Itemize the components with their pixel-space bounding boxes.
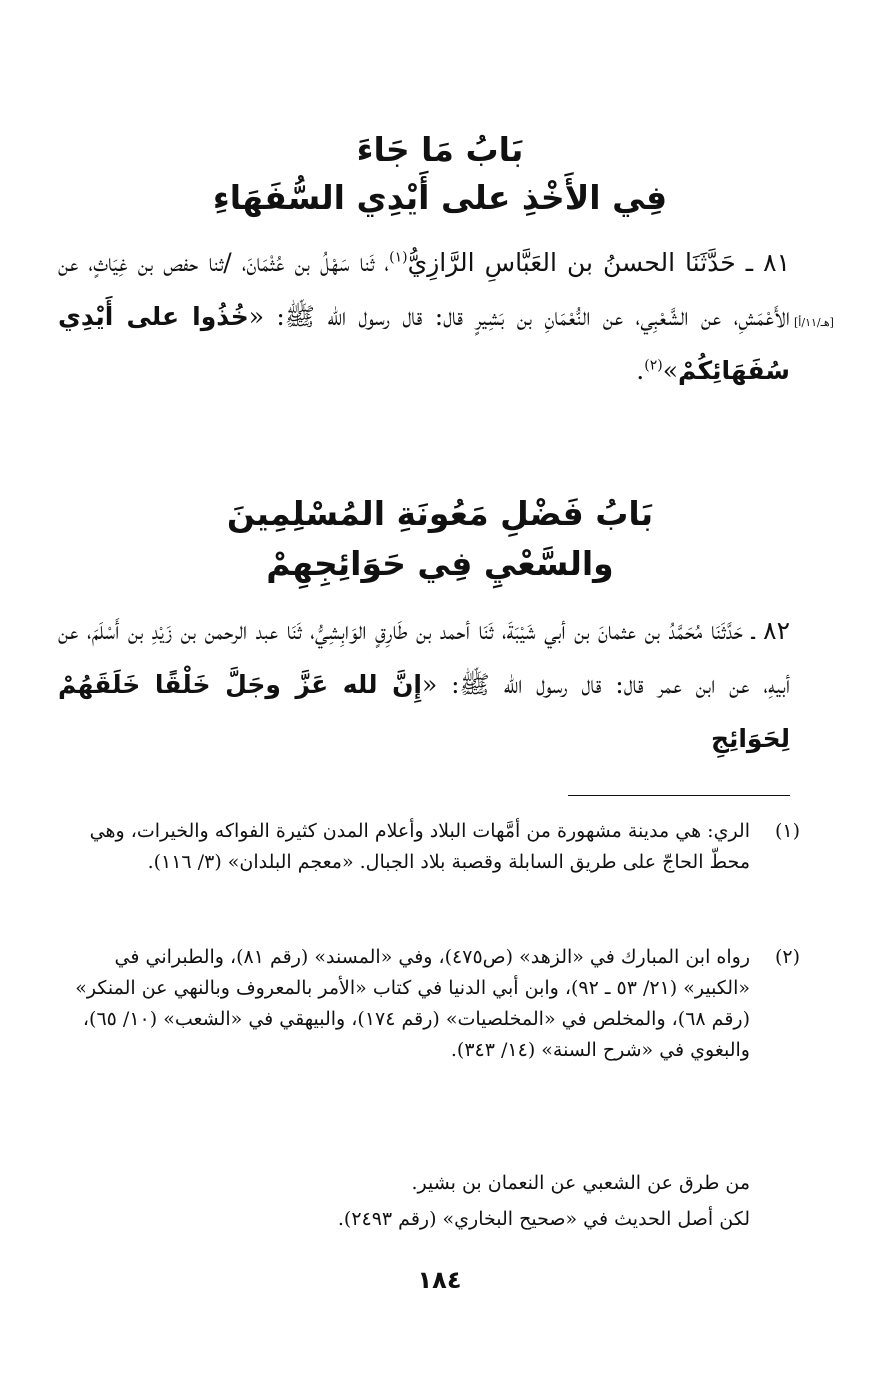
- hadith-81-quote-close: »: [662, 356, 678, 385]
- hadith-81-isnad-cont: ، ثَنا سَهْلُ بن عُثْمَانَ، /ثنا حفص بن غِيَاثٍ، عن الأَعْمَشِ، عن الشَّعْبِي، عن النُّعْمَانِ بن بَشِيرٍ قال: قال رسول الله ﷺ: «: [58, 248, 790, 331]
- page-number: ١٨٤: [417, 1266, 462, 1294]
- hadith-81-end: .: [636, 356, 645, 385]
- hadith-81-matn: خُذُوا على أَيْدِي سُفَهَائِكُمْ: [58, 302, 790, 385]
- hadith-81: [58, 236, 790, 398]
- footnote-ref-2[interactable]: (٢): [644, 357, 663, 374]
- footnote-2-number: (٢): [774, 946, 800, 968]
- hadith-82-isnad: ٨٢ ـ حَدَّثَنَا مُحَمَّدُ بن عثمانَ بن أبي شَيْبَةَ، ثَنَا أحمد بن طَارِقٍ الوَابِشِيُّ، ثَنَا عبد الرحمن بن زَيْدِ بن أَسْلَمَ، عن أبيهِ، عن ابن عمر قال: قال رسول الله ﷺ: «: [58, 616, 791, 699]
- chapter-title-1-line-1: بَابُ مَا جَاءَ: [356, 130, 524, 169]
- footnote-2-extra-line-1: من طرق عن الشعبي عن النعمان بن بشير.: [411, 1172, 750, 1194]
- hadith-82: [58, 604, 790, 766]
- hadith-81-isnad: ٨١ ـ حَدَّثَنَا الحسنُ بن العَبَّاسِ الرَّازِيُّ: [407, 248, 791, 277]
- footnote-1-number: (١): [774, 820, 800, 842]
- footnote-2: [60, 942, 800, 1066]
- footnote-ref-1[interactable]: (١): [389, 249, 408, 266]
- chapter-title-1-line-2: فِي الأَخْذِ على أَيْدِي السُّفَهَاءِ: [212, 178, 668, 217]
- footnote-divider: [568, 795, 790, 796]
- footnote-1-text: الري: هي مدينة مشهورة من أمَّهات البلاد وأعلام المدن كثيرة الفواكه والخيرات، وهي محطّ الحاجّ على طريق السابلة وقصبة بلاد الجبال. «معجم البلدان» (٣/ ١١٦).: [89, 820, 750, 873]
- chapter-title-2-line-1: بَابُ فَضْلِ مَعُونَةِ المُسْلِمِينَ: [226, 494, 654, 533]
- chapter-title-2-line-2: والسَّعْيِ فِي حَوَائِجِهِمْ: [266, 544, 614, 583]
- footnote-1: [60, 816, 800, 878]
- footnote-2-extra-line-2: لكن أصل الحديث في «صحيح البخاري» (رقم ٢٤٩٣).: [337, 1208, 750, 1230]
- hadith-82-matn: إِنَّ لله عَزَّ وجَلَّ خَلْقًا خَلَقَهُمْ لِحَوَائِجِ: [58, 670, 790, 753]
- footnote-2-text: رواه ابن المبارك في «الزهد» (ص٤٧٥)، وفي «المسند» (رقم ٨١)، والطبراني في «الكبير» (٢١/ ٥٣ ـ ٩٢)، وابن أبي الدنيا في كتاب «الأمر بالمعروف وبالنهي عن المنكر» (رقم ٦٨)، والمخلص في «المخلصيات» (رقم ١٧٤)، والبيهقي في «الشعب» (١٠/ ٦٥)، والبغوي في «شرح السنة» (١٤/ ٣٤٣).: [75, 946, 750, 1061]
- manuscript-margin-note: [هـ/١١/أ]: [794, 316, 834, 329]
